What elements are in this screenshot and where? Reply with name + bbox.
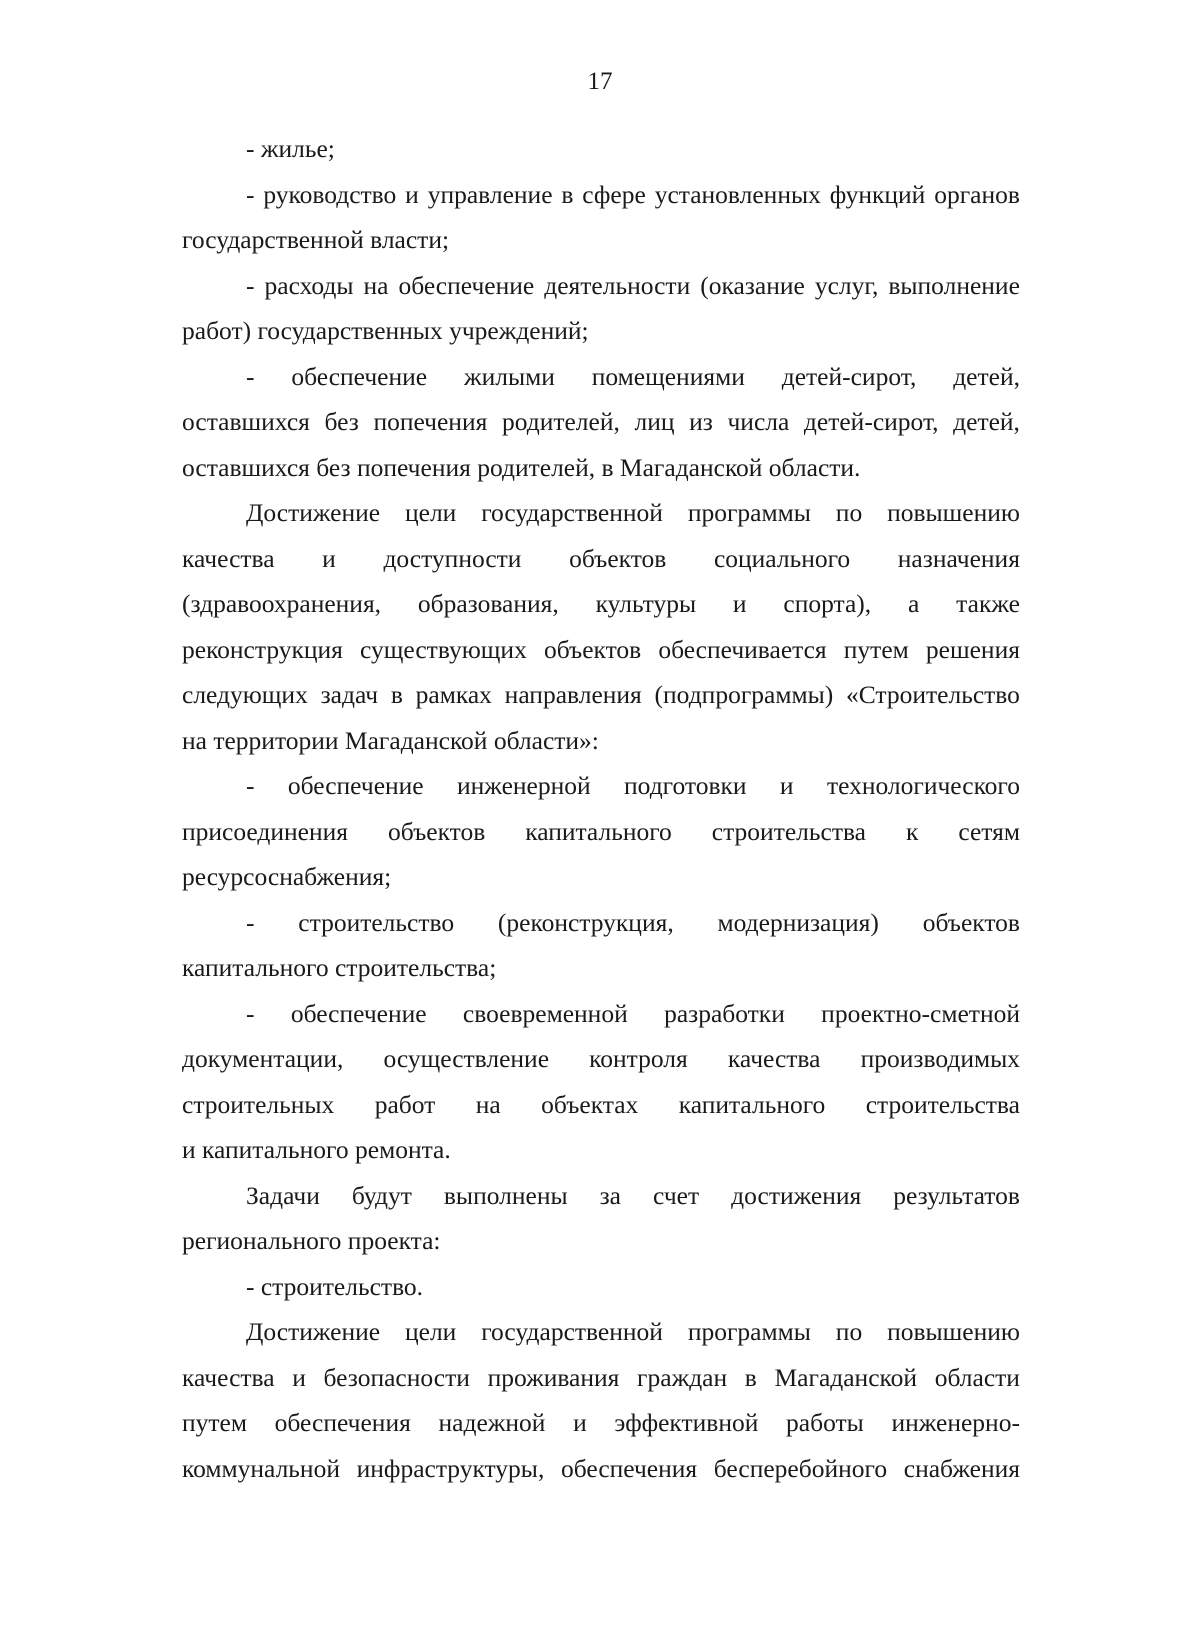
- text-line: Задачи будут выполнены за счет достижения результатов: [246, 1180, 1020, 1210]
- text-line: оставшихся без попечения родителей, в Магаданской области.: [182, 452, 861, 482]
- text-line: документации, осуществление контроля качества производимых: [182, 1044, 1020, 1073]
- text-line: на территории Магаданской области»:: [182, 725, 599, 755]
- text-line: регионального проекта:: [182, 1226, 441, 1255]
- paragraph: [182, 354, 1020, 491]
- paragraph: [182, 172, 1020, 263]
- text-line: - жилье;: [246, 134, 335, 163]
- text-line: следующих задач в рамках направления (подпрограммы) «Строительство: [182, 680, 1020, 709]
- text-line: работ) государственных учреждений;: [182, 316, 589, 345]
- text-line: реконструкция существующих объектов обеспечивается путем решения: [182, 634, 1020, 664]
- text-line: и капитального ремонта.: [182, 1135, 451, 1164]
- paragraph: [182, 126, 1020, 172]
- paragraph: [182, 900, 1020, 991]
- text-line: капитального строительства;: [182, 953, 497, 982]
- document-body: [182, 126, 1020, 1491]
- page-number: 17: [587, 68, 613, 95]
- text-line: Достижение цели государственной программы по повышению: [246, 1317, 1020, 1346]
- text-line: присоединения объектов капитального строительства к сетям: [182, 816, 1020, 846]
- text-line: ресурсоснабжения;: [182, 862, 392, 891]
- text-line: - обеспечение инженерной подготовки и технологического: [246, 771, 1020, 800]
- text-line: качества и безопасности проживания граждан в Магаданской области: [182, 1362, 1020, 1392]
- text-line: коммунальной инфраструктуры, обеспечения бесперебойного снабжения: [182, 1453, 1020, 1483]
- text-line: - расходы на обеспечение деятельности (оказание услуг, выполнение: [246, 270, 1020, 300]
- text-line: строительных работ на объектах капитального строительства: [182, 1089, 1020, 1119]
- text-line: - строительство (реконструкция, модернизация) объектов: [246, 907, 1020, 937]
- text-line: путем обеспечения надежной и эффективной работы инженерно-: [182, 1408, 1020, 1437]
- paragraph: [182, 763, 1020, 900]
- paragraph: [182, 1264, 1020, 1310]
- text-line: оставшихся без попечения родителей, лиц из числа детей-сирот, детей,: [182, 407, 1020, 436]
- text-line: государственной власти;: [182, 225, 450, 254]
- paragraph: [182, 1309, 1020, 1491]
- text-line: - обеспечение своевременной разработки проектно-сметной: [246, 998, 1020, 1028]
- text-line: (здравоохранения, образования, культуры и спорта), а также: [182, 589, 1020, 618]
- text-line: Достижение цели государственной программы по повышению: [246, 498, 1020, 527]
- paragraph: [182, 1173, 1020, 1264]
- text-line: качества и доступности объектов социального назначения: [182, 543, 1020, 573]
- text-line: - строительство.: [246, 1271, 424, 1301]
- paragraph: [182, 991, 1020, 1173]
- paragraph: [182, 490, 1020, 763]
- text-line: - руководство и управление в сфере установленных функций органов: [246, 179, 1020, 209]
- text-line: - обеспечение жилыми помещениями детей-сирот, детей,: [246, 361, 1020, 391]
- paragraph: [182, 263, 1020, 354]
